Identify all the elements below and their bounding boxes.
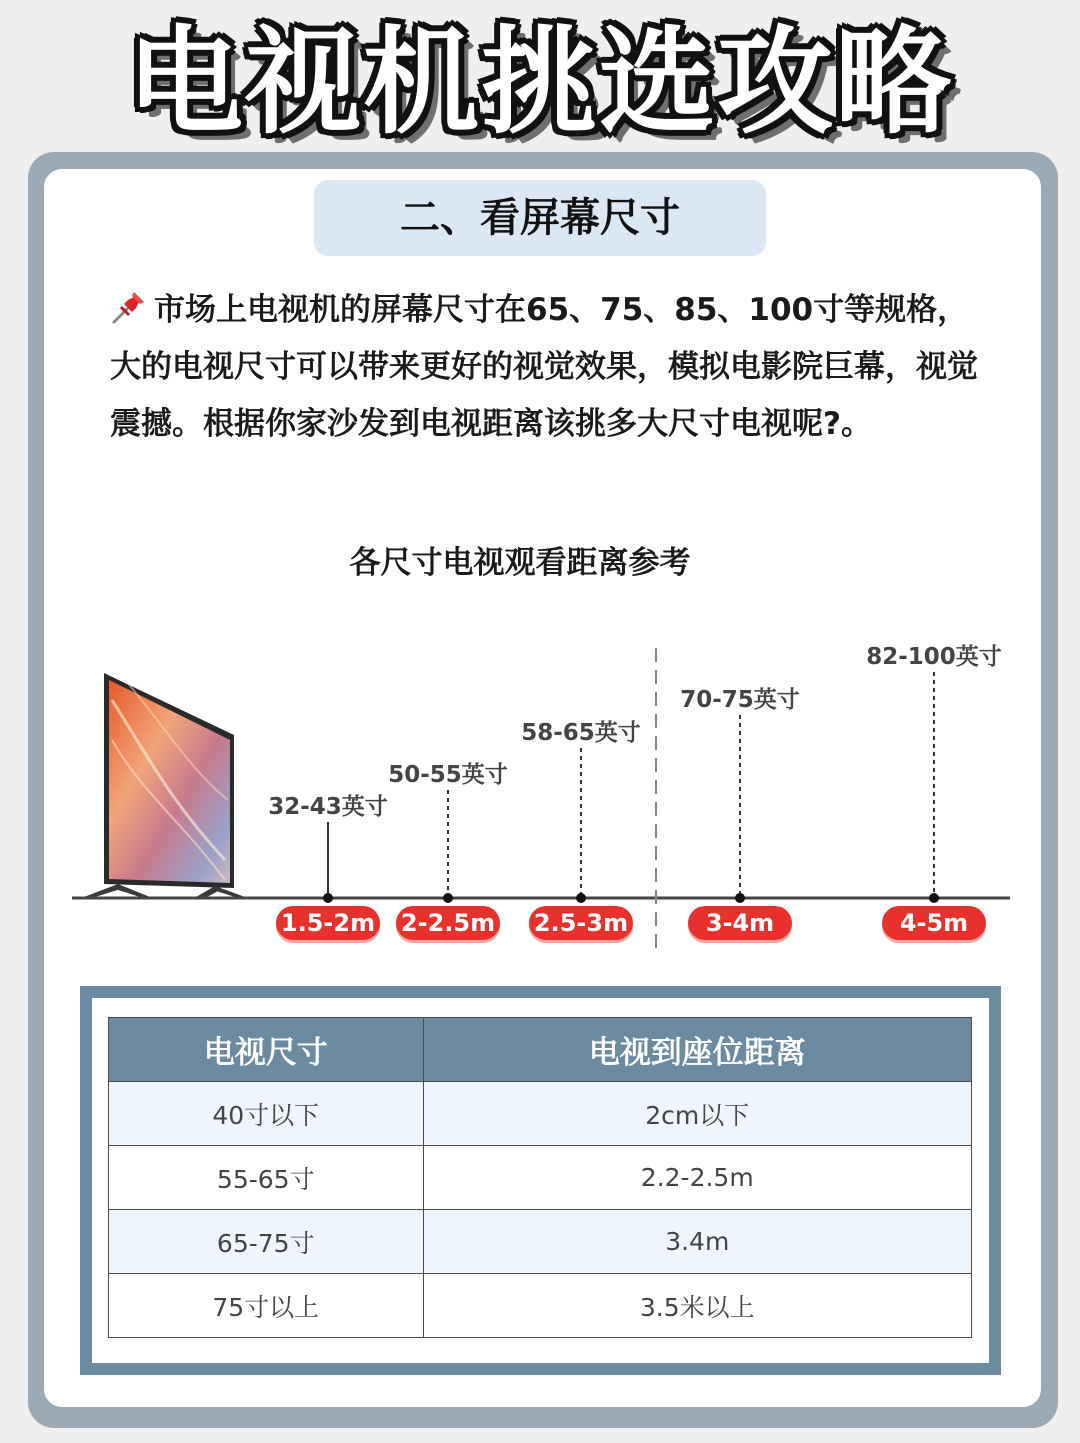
table-cell: 55-65寸 xyxy=(109,1146,424,1210)
distance-badge: 2.5-3m xyxy=(529,906,633,940)
chart-title: 各尺寸电视观看距离参考 xyxy=(349,545,691,581)
size-distance-table xyxy=(108,1017,972,1338)
intro-text: 市场上电视机的屏幕尺寸在65、75、85、100寸等规格，大的电视尺寸可以带来更好的视觉效果，模拟电影院巨幕，视觉震撼。根据你家沙发到电视距离该挑多大尺寸电视呢?。 xyxy=(110,292,978,442)
table-row xyxy=(109,1146,972,1210)
table-row xyxy=(109,1082,972,1146)
table-header-row xyxy=(109,1018,972,1082)
table-cell: 3.4m xyxy=(423,1210,972,1274)
section-heading: 二、看屏幕尺寸 xyxy=(314,180,766,256)
page-title: 电视机挑选攻略 xyxy=(127,15,953,150)
table-cell: 2cm以下 xyxy=(423,1082,972,1146)
distance-badge: 2-2.5m xyxy=(396,906,500,940)
table-cell: 65-75寸 xyxy=(109,1210,424,1274)
marker-dot xyxy=(443,893,453,903)
marker-dot xyxy=(929,893,939,903)
size-label: 50-55英寸 xyxy=(388,762,508,788)
table-cell: 3.5米以上 xyxy=(423,1274,972,1338)
distance-badge: 1.5-2m xyxy=(276,906,380,940)
marker-dot xyxy=(576,893,586,903)
table-row xyxy=(109,1210,972,1274)
table-row xyxy=(109,1274,972,1338)
distance-badge: 3-4m xyxy=(688,906,792,940)
size-label: 70-75英寸 xyxy=(680,687,800,713)
marker-dot xyxy=(323,893,333,903)
table-cell: 2.2-2.5m xyxy=(423,1146,972,1210)
marker-dot xyxy=(735,893,745,903)
size-label: 32-43英寸 xyxy=(268,794,388,820)
table-cell: 75寸以上 xyxy=(109,1274,424,1338)
size-label: 82-100英寸 xyxy=(866,644,1002,670)
header-distance: 电视到座位距离 xyxy=(423,1018,972,1082)
size-label: 58-65英寸 xyxy=(521,720,641,746)
tv-illustration xyxy=(84,673,245,897)
table-cell: 40寸以下 xyxy=(109,1082,424,1146)
distance-badge: 4-5m xyxy=(882,906,986,940)
header-tv-size: 电视尺寸 xyxy=(109,1018,424,1082)
